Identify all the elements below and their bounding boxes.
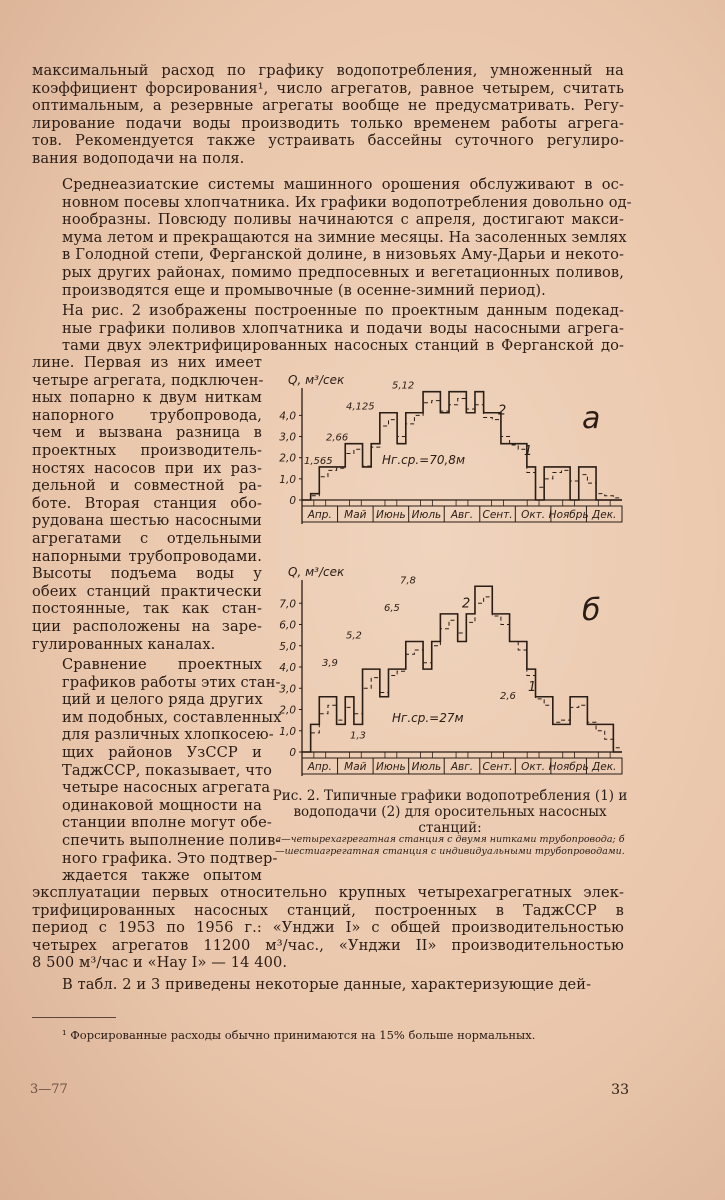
text-line: им подобных, составленных: [62, 708, 282, 726]
month-label: Апр.: [307, 761, 332, 773]
month-label: Май: [344, 761, 367, 773]
paragraph-5: [32, 976, 624, 994]
y-tick-label: 0: [289, 747, 296, 759]
text-line: ных попарно к двум ниткам: [32, 389, 262, 407]
text-line: лине. Первая из них имеет: [32, 354, 262, 371]
y-tick-label: 6,0: [279, 619, 296, 632]
head-label: Нг.ср.=70,8м: [382, 453, 465, 467]
annotation-1-3: 1,3: [350, 730, 366, 742]
text-line: гулированных каналах.: [32, 635, 216, 653]
text-line: постоянные, так как стан-: [32, 600, 262, 618]
annotation-5-2: 5,2: [346, 630, 362, 642]
text-line: спечить выполнение полив-: [62, 831, 281, 849]
y-tick-label: 1,0: [279, 725, 296, 738]
text-line: лирование подачи воды производить только временем работы агрега-: [32, 114, 624, 132]
y-axis-label: Q, м³/сек: [288, 373, 345, 387]
month-label: Окт.: [521, 509, 546, 521]
text-line: станции вполне могут обе-: [62, 814, 272, 832]
figure-subcaption: а—четырехагрегатная станция с двумя нитками трубопровода; б—шестиагрегатная станция с индивидуальными трубопроводами.: [275, 834, 625, 857]
text-line: графиков работы этих стан-: [62, 673, 281, 691]
paragraph-1: [32, 62, 624, 168]
month-label: Дек.: [592, 761, 617, 773]
demand-curve-1: [302, 398, 622, 500]
text-line: проектных производитель-: [32, 441, 262, 459]
text-line: напорного трубопровода,: [32, 406, 262, 424]
annotation-6-5: 6,5: [384, 602, 400, 614]
month-label: Авг.: [450, 761, 474, 773]
month-label: Окт.: [521, 761, 546, 773]
text-line: четырех агрегатов 11200 м³/час., «Унджи II» производительностью: [32, 936, 624, 954]
text-line: четыре насосных агрегата: [62, 779, 271, 797]
month-label: Июль: [411, 761, 442, 773]
figure-caption: Рис. 2. Типичные графики водопотребления (1) и водоподачи (2) для оросительных насосных станций:: [272, 788, 628, 836]
month-label: Авг.: [450, 509, 474, 521]
curve-2-label: 2: [462, 596, 471, 612]
y-tick-label: 7,0: [279, 598, 296, 611]
y-tick-label: 4,0: [279, 410, 296, 423]
month-label: Июнь: [376, 761, 406, 773]
printer-signature: 3—77: [30, 1082, 68, 1097]
annotation-5-12: 5,12: [392, 380, 415, 392]
page-number: 33: [611, 1082, 629, 1098]
figure-2: [270, 360, 630, 790]
text-line: ции расположены на заре-: [32, 617, 262, 635]
text-line: ностях насосов при их раз-: [32, 459, 262, 477]
text-line: производятся еще и промывочные (в осенне-зимний период).: [62, 281, 546, 299]
curve-1-label: 1: [524, 443, 533, 459]
text-line: для различных хлопкосею-: [62, 726, 274, 744]
text-line: Среднеазиатские системы машинного орошения обслуживают в ос-: [62, 176, 624, 193]
text-line: дельной и совместной ра-: [32, 477, 262, 495]
y-tick-label: 2,0: [279, 452, 296, 465]
annotation-1-565: 1,565: [304, 455, 333, 467]
panel-label: а: [582, 401, 601, 436]
text-line: ТаджССР, показывает, что: [62, 761, 272, 779]
text-line: Высоты подъема воды у: [32, 565, 262, 583]
y-tick-label: 0: [289, 495, 296, 507]
text-line: тами двух электрифицированных насосных станций в Ферганской до-: [62, 337, 624, 355]
text-line: щих районов УзССР и: [62, 743, 262, 761]
y-tick-label: 5,0: [279, 640, 296, 653]
text-line: боте. Вторая станция обо-: [32, 494, 262, 512]
text-line: трифицированных насосных станций, построенных в ТаджССР в: [32, 901, 624, 919]
month-label: Май: [344, 509, 367, 521]
paragraph-3: [32, 302, 624, 355]
text-line: вания водоподачи на поля.: [32, 149, 245, 167]
text-line: В табл. 2 и 3 приведены некоторые данные, характеризующие дей-: [62, 976, 592, 993]
text-line: ного графика. Это подтвер-: [62, 849, 278, 867]
footnote: ¹ Форсированные расходы обычно принимаются на 15% больше нормальных.: [62, 1028, 536, 1042]
annotation-2-6: 2,6: [500, 690, 516, 702]
text-line: четыре агрегата, подключен-: [32, 371, 264, 389]
text-line: тов. Рекомендуется также устраивать бассейны суточного регулиро-: [32, 132, 624, 150]
text-line: коэффициент форсирования¹, число агрегатов, равное четырем, считать: [32, 79, 624, 97]
y-tick-label: 3,0: [279, 431, 296, 444]
text-line: агрегатами с отдельными: [32, 529, 262, 547]
annotation-3-9: 3,9: [322, 658, 338, 670]
month-label: Июнь: [376, 509, 406, 521]
text-line: На рис. 2 изображены построенные по проектным данным подекад-: [62, 302, 624, 319]
month-label: Апр.: [307, 509, 332, 521]
text-line: рудована шестью насосными: [32, 512, 262, 530]
head-label: Нг.ср.=27м: [392, 711, 464, 725]
panel-label: б: [582, 593, 601, 628]
footnote-rule: [32, 1017, 116, 1018]
text-line: максимальный расход по графику водопотребления, умноженный на: [32, 62, 624, 79]
text-line: оптимальным, а резервные агрегаты вообще не предусматривать. Регу-: [32, 97, 624, 115]
text-line: ные графики поливов хлопчатника и подачи воды насосными агрега-: [62, 319, 624, 337]
y-tick-label: 1,0: [279, 473, 296, 486]
month-label: Дек.: [592, 509, 617, 521]
text-line: период с 1953 по 1956 г.: «Унджи I» с общей производительностью: [32, 919, 624, 937]
text-line: в Голодной степи, Ферганской долине, в низовьях Аму-Дарьи и некото-: [62, 246, 624, 264]
text-line: мума летом и прекращаются на зимние месяцы. На засоленных землях: [62, 228, 627, 246]
y-tick-label: 3,0: [279, 683, 296, 696]
demand-curve-1: [302, 597, 622, 752]
paragraph-4: [32, 656, 282, 885]
text-line: ций и целого ряда других: [62, 691, 263, 709]
month-label: Ноябрь: [548, 761, 589, 773]
y-tick-label: 4,0: [279, 662, 296, 674]
annotation-4-125: 4,125: [346, 401, 375, 413]
y-axis-label: Q, м³/сек: [288, 565, 345, 579]
paragraph-2: [32, 176, 632, 299]
text-line: нообразны. Повсюду поливы начинаются с апреля, достигают макси-: [62, 211, 624, 229]
text-line: Сравнение проектных: [62, 656, 262, 673]
curve-2-label: 2: [498, 403, 507, 419]
text-line: чем и вызвана разница в: [32, 424, 262, 442]
annotation-7-8: 7,8: [400, 575, 416, 587]
text-line: ждается также опытом: [62, 867, 262, 885]
text-line: одинаковой мощности на: [62, 796, 262, 814]
y-tick-label: 2,0: [279, 704, 296, 717]
text-line: 8 500 м³/час и «Нау I» — 14 400.: [32, 954, 288, 972]
month-label: Сент.: [482, 509, 513, 521]
month-label: Сент.: [482, 761, 513, 773]
text-line: обеих станций практически: [32, 582, 262, 600]
text-line: эксплуатации первых относительно крупных четырехагрегатных элек-: [32, 884, 624, 901]
curve-1-label: 1: [528, 679, 537, 695]
text-line: новном посевы хлопчатника. Их графики водопотребления довольно од-: [62, 193, 632, 211]
annotation-2-66: 2,66: [326, 432, 349, 444]
paragraph-4-continued: [32, 884, 624, 972]
paragraph-3-continued: [32, 354, 262, 653]
text-line: напорными трубопроводами.: [32, 547, 262, 565]
month-label: Ноябрь: [548, 509, 589, 521]
text-line: рых других районах, помимо предпосевных и вегетационных поливов,: [62, 263, 624, 281]
month-label: Июль: [411, 509, 442, 521]
